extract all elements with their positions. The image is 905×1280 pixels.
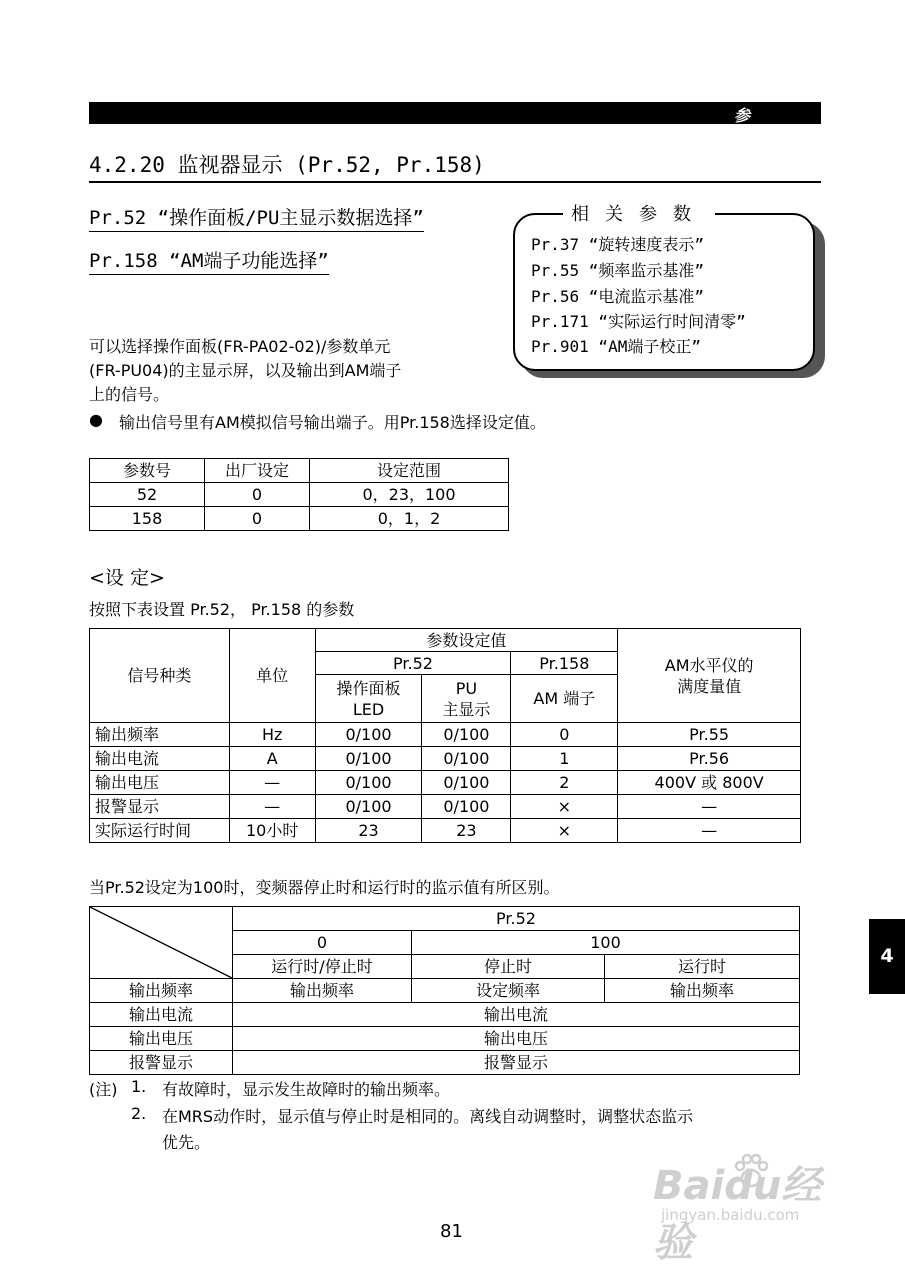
table-cell: 0 — [205, 483, 310, 507]
am-full-line-1: AM水平仪的 — [664, 655, 754, 675]
table-cell: 10小时 — [229, 819, 315, 843]
table-cell: 输出频率 — [90, 979, 233, 1003]
header-left-char: 参 — [734, 106, 751, 125]
setting-table — [89, 628, 801, 843]
table-cell: 输出频率 — [233, 979, 412, 1003]
table-cell: 报警显示 — [90, 1051, 233, 1075]
table-header: 运行时/停止时 — [233, 955, 412, 979]
param-pr158-title: Pr.158 “AM端子功能选择” — [89, 246, 329, 275]
header-right-char: 数 — [841, 106, 858, 125]
section-title: 4.2.20 监视器显示 (Pr.52, Pr.158) — [89, 153, 485, 177]
table-cell: × — [511, 795, 618, 819]
table-cell: — — [229, 771, 315, 795]
table-cell: 158 — [90, 507, 205, 531]
table-cell: 输出频率 — [605, 979, 800, 1003]
diagonal-header-cell — [90, 907, 233, 979]
table-cell: 输出频率 — [90, 723, 230, 747]
related-item: Pr.55 “频率监示基准” — [531, 261, 705, 280]
pu-line-1: PU — [455, 678, 478, 698]
table-cell: 输出电流 — [233, 1003, 800, 1027]
table-cell: 输出电流 — [90, 747, 230, 771]
notes-label: (注) — [89, 1080, 118, 1099]
table-header: 参数设定值 — [315, 629, 618, 652]
table-cell: 报警显示 — [233, 1051, 800, 1075]
intro-line-2: (FR-PU04)的主显示屏，以及输出到AM端子 — [89, 361, 402, 380]
table-cell: 52 — [90, 483, 205, 507]
table-cell: 1 — [511, 747, 618, 771]
table-cell: 0 — [205, 507, 310, 531]
table-cell: 设定频率 — [412, 979, 605, 1003]
led-line-1: 操作面板 — [336, 678, 401, 698]
table-cell: 400V 或 800V — [618, 771, 801, 795]
table-cell: Pr.56 — [618, 747, 801, 771]
table-header: AM 端子 — [511, 675, 618, 723]
table-header: 信号种类 — [90, 629, 230, 723]
paw-icon — [731, 1150, 771, 1190]
title-rule — [89, 181, 821, 183]
bullet-icon: ● — [89, 410, 103, 429]
note-1-number: 1. — [131, 1077, 147, 1096]
table-cell: 0/100 — [422, 795, 511, 819]
table-header: 单位 — [229, 629, 315, 723]
table-cell: A — [229, 747, 315, 771]
param-pr52-title: Pr.52 “操作面板/PU主显示数据选择” — [89, 203, 424, 232]
note-2-text-line-2: 优先。 — [162, 1133, 211, 1152]
table-header — [315, 675, 422, 723]
table-cell: — — [618, 819, 801, 843]
note-1-text: 有故障时，显示发生故障时的输出频率。 — [162, 1080, 451, 1099]
bullet-text: 输出信号里有AM模拟信号输出端子。用Pr.158选择设定值。 — [119, 413, 546, 432]
pr52-difference-note: 当Pr.52设定为100时，变频器停止时和运行时的监示值有所区别。 — [89, 878, 560, 897]
table-cell: 2 — [511, 771, 618, 795]
table-header — [618, 629, 801, 723]
table-header: 参数号 — [90, 459, 205, 483]
note-2-text-line-1: 在MRS动作时，显示值与停止时是相同的。离线自动调整时，调整状态监示 — [162, 1107, 694, 1126]
table-header: 出厂设定 — [205, 459, 310, 483]
table-header: Pr.52 — [315, 652, 511, 675]
table-cell: 23 — [422, 819, 511, 843]
related-item: Pr.171 “实际运行时间清零” — [531, 312, 746, 331]
table-cell: 0/100 — [315, 723, 422, 747]
related-item: Pr.37 “旋转速度表示” — [531, 235, 705, 254]
table-cell: 实际运行时间 — [90, 819, 230, 843]
header-bar — [89, 102, 858, 125]
table-cell: 0/100 — [422, 723, 511, 747]
watermark-url: jingyan.baidu.com — [661, 1206, 800, 1224]
table-cell: Hz — [229, 723, 315, 747]
table-header: Pr.52 — [233, 907, 800, 931]
table-header: 停止时 — [412, 955, 605, 979]
page-number: 81 — [440, 1221, 463, 1242]
table-header: 100 — [412, 931, 800, 955]
watermark-logo: Baidu经验 — [653, 1163, 822, 1266]
table-cell: 输出电压 — [90, 1027, 233, 1051]
note-2-number: 2. — [131, 1104, 147, 1123]
table-cell: Pr.55 — [618, 723, 801, 747]
table-cell: 输出电流 — [90, 1003, 233, 1027]
related-item: Pr.901 “AM端子校正” — [531, 337, 701, 356]
table-cell: 0/100 — [315, 771, 422, 795]
param-table — [89, 458, 509, 531]
table-cell: 0，23，100 — [310, 483, 509, 507]
related-params-title: 相关参数 — [563, 200, 715, 226]
table-header — [422, 675, 511, 723]
table-cell: 23 — [315, 819, 422, 843]
intro-line-3: 上的信号。 — [89, 385, 170, 404]
table-cell: — — [618, 795, 801, 819]
table-cell: 0/100 — [422, 771, 511, 795]
pu-line-2: 主显示 — [442, 699, 491, 719]
table-header: 设定范围 — [310, 459, 509, 483]
table-cell: 0，1，2 — [310, 507, 509, 531]
intro-line-1: 可以选择操作面板(FR-PA02-02)/参数单元 — [89, 337, 391, 356]
table-header: Pr.158 — [511, 652, 618, 675]
am-full-line-2: 满度量值 — [677, 676, 742, 696]
table-cell: 报警显示 — [90, 795, 230, 819]
table-cell: 输出电压 — [90, 771, 230, 795]
table-cell: — — [229, 795, 315, 819]
monitor-table — [89, 906, 800, 1075]
baidu-watermark — [643, 1150, 843, 1266]
table-cell: 输出电压 — [233, 1027, 800, 1051]
chapter-tab: 4 — [869, 919, 905, 994]
related-item: Pr.56 “电流监示基准” — [531, 287, 705, 306]
table-header: 运行时 — [605, 955, 800, 979]
table-header: 0 — [233, 931, 412, 955]
setting-description: 按照下表设置 Pr.52， Pr.158 的参数 — [89, 600, 355, 619]
diagonal-line — [90, 907, 232, 978]
led-line-2: LED — [352, 699, 385, 719]
table-cell: 0/100 — [315, 747, 422, 771]
table-cell: 0/100 — [422, 747, 511, 771]
table-cell: 0/100 — [315, 795, 422, 819]
table-cell: 0 — [511, 723, 618, 747]
setting-heading: <设 定> — [89, 567, 165, 589]
table-cell: × — [511, 819, 618, 843]
